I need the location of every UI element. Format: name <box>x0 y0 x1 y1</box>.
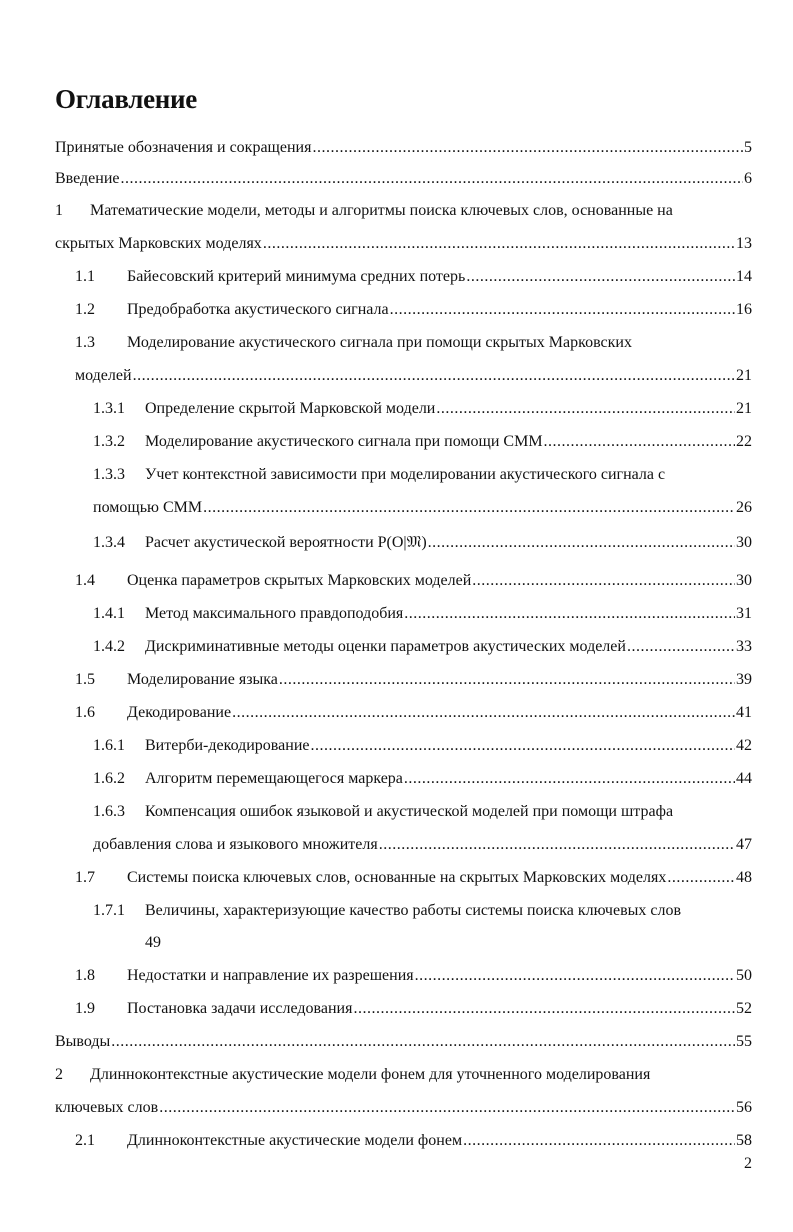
toc-entry-page: 33 <box>736 638 752 655</box>
toc-entry-page: 5 <box>744 139 752 156</box>
toc-entry-page: 21 <box>736 400 752 417</box>
toc-line[interactable] <box>75 669 752 691</box>
dot-leader <box>312 137 743 159</box>
dot-leader <box>404 768 735 790</box>
toc-entry-page: 50 <box>736 967 752 984</box>
toc-entry-number: 1.4.1 <box>93 605 125 622</box>
toc-line[interactable] <box>93 636 752 658</box>
toc-entry-number: 2 <box>55 1066 63 1083</box>
toc-entry-number: 1 <box>55 202 63 219</box>
toc-line[interactable] <box>93 532 752 554</box>
toc-entry-title: Принятые обозначения и сокращения <box>55 139 312 156</box>
toc-entry-page: 30 <box>736 572 752 589</box>
dot-leader <box>310 735 735 757</box>
toc-entry-number: 1.6.1 <box>93 737 125 754</box>
toc-entry-number: 1.7 <box>75 869 95 886</box>
toc-entry-page: 52 <box>736 1000 752 1017</box>
page-number: 2 <box>744 1155 752 1172</box>
toc-entry-title: Алгоритм перемещающегося маркера <box>145 770 403 787</box>
toc-entry-page: 22 <box>736 433 752 450</box>
toc-line[interactable] <box>93 834 752 856</box>
toc-entry-title: Дискриминативные методы оценки параметров акустических моделей <box>145 638 626 655</box>
dot-leader <box>667 867 735 889</box>
toc-entry-title: Декодирование <box>127 704 232 721</box>
toc-entry-number: 1.4 <box>75 572 95 589</box>
toc-entry-number: 1.6.2 <box>93 770 125 787</box>
toc-line[interactable] <box>55 1097 752 1119</box>
toc-entry-page: 55 <box>736 1033 752 1050</box>
toc-entry-title: Величины, характеризующие качество работы системы поиска ключевых слов <box>145 902 682 919</box>
toc-entry-title: Моделирование акустического сигнала при помощи СММ <box>145 433 543 450</box>
toc-entry-title: Предобработка акустического сигнала <box>127 301 389 318</box>
dot-leader <box>463 1130 735 1152</box>
toc-entry-title: Расчет акустической вероятности P(O|𝔐) <box>145 534 427 551</box>
toc-entry-page: 14 <box>736 268 752 285</box>
toc-line[interactable] <box>55 168 752 190</box>
toc-entry-title: Математические модели, методы и алгоритмы поиска ключевых слов, основанные на <box>90 202 673 219</box>
toc-entry-page: 16 <box>736 301 752 318</box>
dot-leader <box>544 431 735 453</box>
toc-entry-number: 1.3.4 <box>93 534 125 551</box>
toc-entry-page: 44 <box>736 770 752 787</box>
toc-line[interactable] <box>75 1130 752 1152</box>
toc-entry-page: 41 <box>736 704 752 721</box>
toc-entry-title: Определение скрытой Марковской модели <box>145 400 436 417</box>
toc-entry-title: Метод максимального правдоподобия <box>145 605 404 622</box>
dot-leader <box>379 834 735 856</box>
dot-leader <box>203 497 735 519</box>
toc-entry-title-continued: ключевых слов <box>55 1099 159 1116</box>
toc-line[interactable] <box>93 603 752 625</box>
dot-leader <box>404 603 735 625</box>
toc-entry-page: 49 <box>145 934 161 951</box>
toc-entry-number: 1.4.2 <box>93 638 125 655</box>
dot-leader <box>121 168 744 190</box>
dot-leader <box>279 669 735 691</box>
toc-line[interactable] <box>75 332 752 354</box>
toc-line[interactable] <box>75 867 752 889</box>
toc-entry-number: 1.6.3 <box>93 803 125 820</box>
toc-line[interactable] <box>75 266 752 288</box>
toc-entry-title: Длинноконтекстные акустические модели фонем для уточненного моделирования <box>90 1066 651 1083</box>
toc-line[interactable] <box>93 398 752 420</box>
toc-line[interactable] <box>75 299 752 321</box>
dot-leader <box>627 636 735 658</box>
toc-entry-number: 1.3.3 <box>93 466 125 483</box>
toc-entry-number: 1.3 <box>75 334 95 351</box>
toc-entry-title: Постановка задачи исследования <box>127 1000 353 1017</box>
toc-entry-title: Системы поиска ключевых слов, основанные на скрытых Марковских моделях <box>127 869 667 886</box>
toc-entry-number: 1.6 <box>75 704 95 721</box>
toc-line[interactable] <box>93 735 752 757</box>
dot-leader <box>232 702 735 724</box>
toc-entry-title-continued: скрытых Марковских моделях <box>55 235 262 252</box>
dot-leader <box>159 1097 735 1119</box>
dot-leader <box>472 570 735 592</box>
dot-leader <box>133 365 735 387</box>
toc-entry-number: 1.3.1 <box>93 400 125 417</box>
toc-line[interactable] <box>93 497 752 519</box>
dot-leader <box>428 532 735 554</box>
toc-entry-page: 6 <box>744 170 752 187</box>
toc-entry-title: Моделирование акустического сигнала при помощи скрытых Марковских <box>127 334 632 351</box>
dot-leader <box>263 233 735 255</box>
toc-entry-title: Компенсация ошибок языковой и акустической моделей при помощи штрафа <box>145 803 674 820</box>
toc-entry-title: Байесовский критерий минимума средних потерь <box>127 268 466 285</box>
toc-entry-number: 1.3.2 <box>93 433 125 450</box>
toc-entry-title: Недостатки и направление их разрешения <box>127 967 414 984</box>
page-title: Оглавление <box>55 84 197 114</box>
dot-leader <box>436 398 735 420</box>
toc-line[interactable] <box>93 464 752 486</box>
toc-line[interactable] <box>75 998 752 1020</box>
toc-line[interactable] <box>75 365 752 387</box>
toc-line[interactable] <box>75 570 752 592</box>
toc-entry-number: 1.2 <box>75 301 95 318</box>
toc-entry-number: 1.8 <box>75 967 95 984</box>
toc-entry-page: 26 <box>736 499 752 516</box>
toc-line[interactable] <box>75 702 752 724</box>
toc-entry-title: Оценка параметров скрытых Марковских моделей <box>127 572 472 589</box>
toc-entry-number: 1.1 <box>75 268 95 285</box>
toc-entry-page: 48 <box>736 869 752 886</box>
toc-entry-number: 2.1 <box>75 1132 95 1149</box>
toc-entry-title-continued: помощью СММ <box>93 499 203 516</box>
dot-leader <box>111 1031 735 1053</box>
toc-line[interactable] <box>55 233 752 255</box>
dot-leader <box>353 998 735 1020</box>
toc-line[interactable] <box>55 137 752 159</box>
toc-entry-title: Выводы <box>55 1033 111 1050</box>
toc-entry-title-continued: моделей <box>75 367 132 384</box>
toc-entry-page: 31 <box>736 605 752 622</box>
toc-line[interactable] <box>55 1064 752 1086</box>
toc-entry-number: 1.7.1 <box>93 902 125 919</box>
toc-entry-number: 1.9 <box>75 1000 95 1017</box>
toc-entry-page: 21 <box>736 367 752 384</box>
toc-line[interactable] <box>145 932 752 954</box>
toc-line[interactable] <box>93 801 752 823</box>
toc-entry-page: 58 <box>736 1132 752 1149</box>
toc-entry-page: 13 <box>736 235 752 252</box>
toc-line[interactable] <box>93 431 752 453</box>
toc-entry-title: Витерби-декодирование <box>145 737 310 754</box>
toc-entry-title: Моделирование языка <box>127 671 278 688</box>
toc-entry-title: Учет контекстной зависимости при моделировании акустического сигнала с <box>145 466 666 483</box>
toc-line[interactable] <box>93 768 752 790</box>
toc-entry-page: 30 <box>736 534 752 551</box>
dot-leader <box>390 299 735 321</box>
toc-entry-page: 42 <box>736 737 752 754</box>
dot-leader <box>415 965 735 987</box>
toc-entry-title-continued: добавления слова и языкового множителя <box>93 836 378 853</box>
toc-line[interactable] <box>55 1031 752 1053</box>
toc-entry-page: 47 <box>736 836 752 853</box>
toc-entry-page: 56 <box>736 1099 752 1116</box>
toc-entry-title: Длинноконтекстные акустические модели фонем <box>127 1132 463 1149</box>
toc-entry-page: 39 <box>736 671 752 688</box>
dot-leader <box>466 266 735 288</box>
toc-line[interactable] <box>55 200 752 222</box>
toc-entry-number: 1.5 <box>75 671 95 688</box>
toc-line[interactable] <box>75 965 752 987</box>
toc-line[interactable] <box>93 900 752 922</box>
toc-entry-title: Введение <box>55 170 120 187</box>
